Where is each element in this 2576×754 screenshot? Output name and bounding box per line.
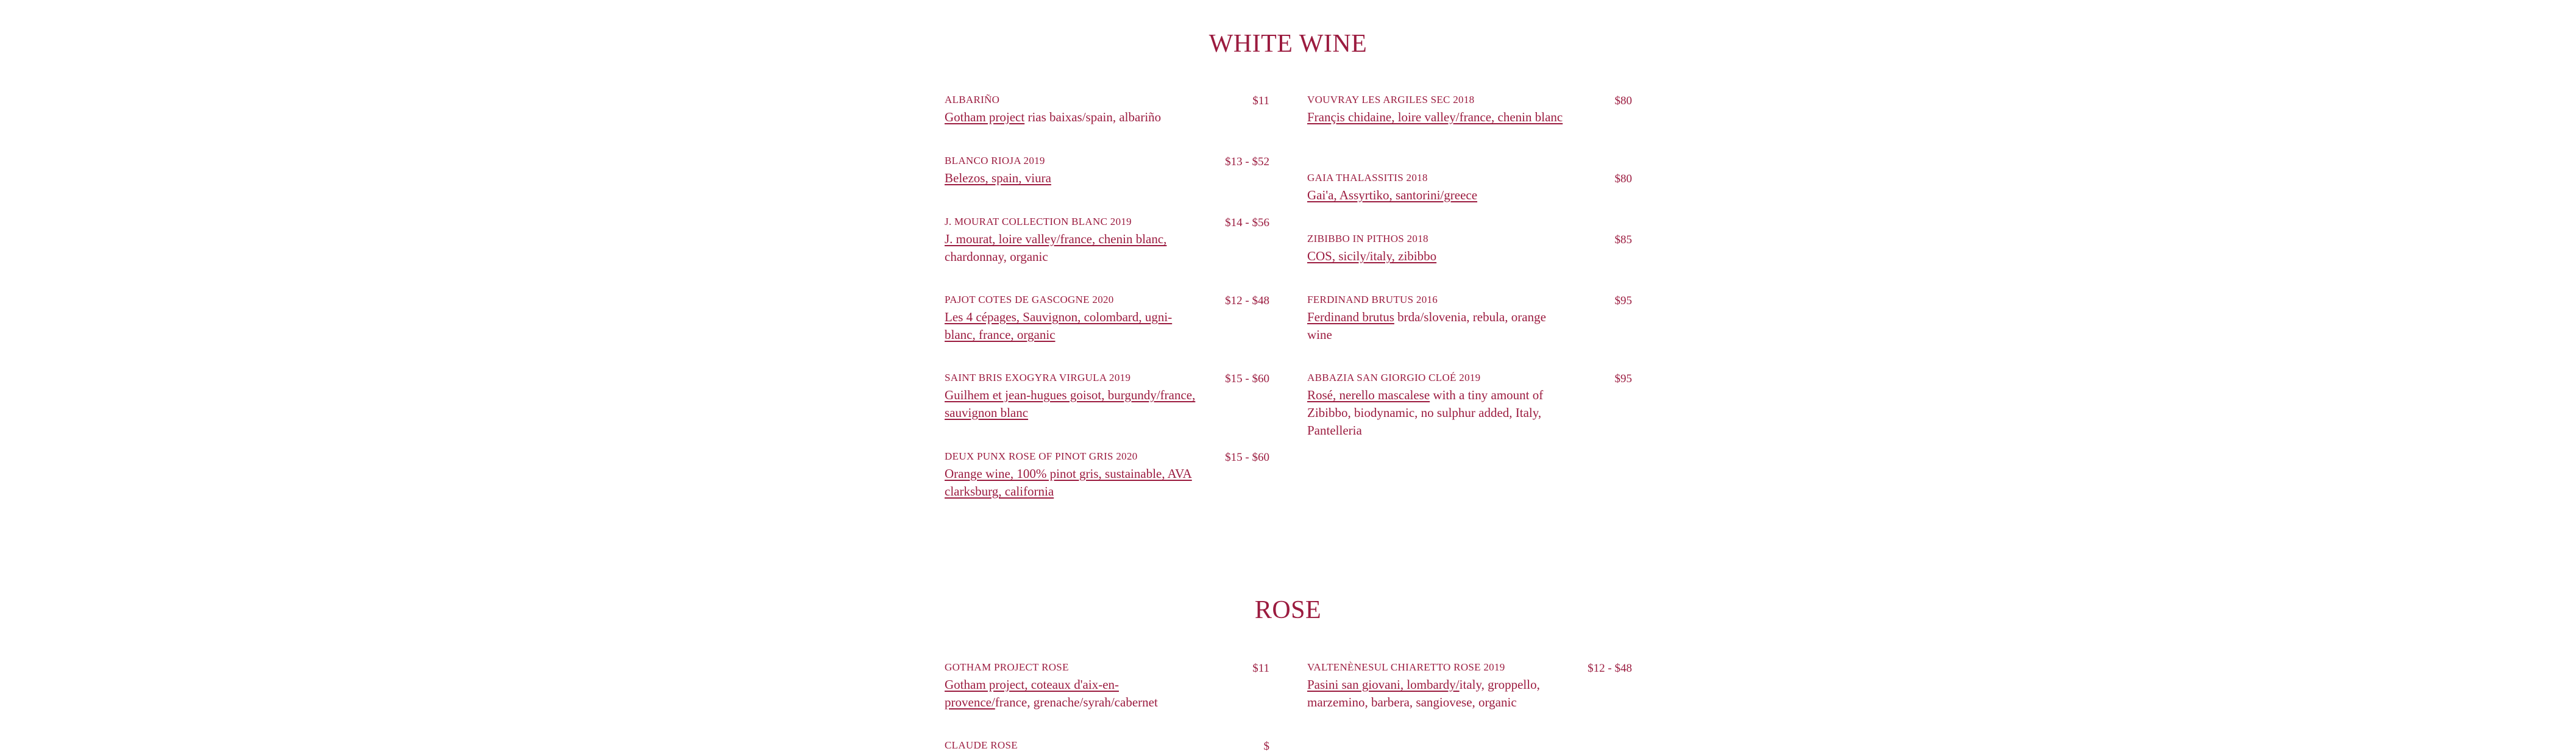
wine-item xyxy=(945,449,1269,500)
wine-name: VALTENÈNESUL CHIARETTO ROSE 2019 xyxy=(1307,661,1505,673)
wine-item xyxy=(945,154,1269,187)
wine-price: $95 xyxy=(1614,294,1632,307)
wine-price: $15 - $60 xyxy=(1225,451,1269,464)
wine-description xyxy=(945,308,1201,344)
wine-description xyxy=(1307,386,1563,439)
wine-description xyxy=(945,386,1201,422)
wine-producer-link[interactable]: Pasini san giovani, lombardy/ xyxy=(1307,677,1460,692)
wine-description xyxy=(945,230,1201,266)
wine-price: $12 - $48 xyxy=(1225,294,1269,307)
wine-price: $80 xyxy=(1614,172,1632,185)
wine-producer-link[interactable]: Françis chidaine, loire valley/france, chenin blanc xyxy=(1307,110,1563,124)
wine-price: $11 xyxy=(1252,94,1269,107)
wine-details: rias baixas/spain, albariño xyxy=(1024,110,1162,124)
wine-item xyxy=(945,371,1269,422)
wine-item xyxy=(1307,293,1632,344)
wine-description xyxy=(1307,676,1563,711)
wine-name: ABBAZIA SAN GIORGIO CLOÉ 2019 xyxy=(1307,372,1481,383)
wine-details: france, grenache/syrah/cabernet xyxy=(995,695,1158,710)
wine-name: SAINT BRIS EXOGYRA VIRGULA 2019 xyxy=(945,372,1131,383)
wine-item xyxy=(945,738,1269,753)
wine-name: ALBARIÑO xyxy=(945,94,1000,105)
wine-item xyxy=(945,293,1269,344)
wine-details: brda/slovenia, rebula, orange wine xyxy=(1307,310,1546,342)
wine-producer-link[interactable]: Gotham project, coteaux d'aix-en-provence/ xyxy=(945,677,1119,710)
wine-producer-link[interactable]: Gai'a, Assyrtiko, santorini/greece xyxy=(1307,188,1478,202)
wine-price: $80 xyxy=(1614,94,1632,107)
wine-producer-link[interactable]: COS, sicily/italy, zibibbo xyxy=(1307,249,1437,263)
wine-producer-link[interactable]: Rosé, nerello mascalese xyxy=(1307,388,1430,402)
wine-details: chardonnay, organic xyxy=(945,249,1048,264)
wine-name: PAJOT COTES DE GASCOGNE 2020 xyxy=(945,294,1114,305)
wine-producer-link[interactable]: Ferdinand brutus xyxy=(1307,310,1394,324)
wine-item xyxy=(1307,171,1632,204)
wine-price: $14 - $56 xyxy=(1225,216,1269,229)
wine-item xyxy=(945,660,1269,711)
wine-description xyxy=(945,108,1201,126)
wine-price: $13 - $52 xyxy=(1225,155,1269,168)
wine-item xyxy=(1307,660,1632,711)
wine-price: $15 - $60 xyxy=(1225,372,1269,385)
wine-producer-link[interactable]: Gotham project xyxy=(945,110,1025,124)
section-title-rose: ROSE xyxy=(1254,596,1322,624)
wine-name: BLANCO RIOJA 2019 xyxy=(945,155,1045,166)
wine-item xyxy=(945,93,1269,126)
wine-details: with a tiny amount of Zibibbo, biodynamic, no sulphur added, Italy, Pantelleria xyxy=(1307,388,1544,438)
wine-description xyxy=(945,676,1201,711)
wine-description xyxy=(945,169,1201,187)
wine-name: GAIA THALASSITIS 2018 xyxy=(1307,172,1428,183)
wine-price: $11 xyxy=(1252,662,1269,675)
wine-price: $ xyxy=(1263,740,1269,753)
section-title-white-wine: WHITE WINE xyxy=(1208,30,1368,58)
wine-description xyxy=(1307,247,1563,265)
wine-price: $95 xyxy=(1614,372,1632,385)
wine-item xyxy=(945,215,1269,266)
wine-producer-link[interactable]: Guilhem et jean-hugues goisot, burgundy/france, sauvignon blanc xyxy=(945,388,1196,420)
wine-producer-link[interactable]: Les 4 cépages, Sauvignon, colombard, ugni-blanc, france, organic xyxy=(945,310,1173,342)
wine-description xyxy=(1307,108,1563,126)
wine-name: DEUX PUNX ROSE OF PINOT GRIS 2020 xyxy=(945,450,1138,462)
wine-producer-link[interactable]: Orange wine, 100% pinot gris, sustainable, AVA clarksburg, california xyxy=(945,466,1192,499)
wine-item xyxy=(1307,232,1632,265)
wine-name: ZIBIBBO IN PITHOS 2018 xyxy=(1307,233,1428,244)
wine-name: FERDINAND BRUTUS 2016 xyxy=(1307,294,1438,305)
wine-item xyxy=(1307,371,1632,439)
wine-item xyxy=(1307,93,1632,126)
wine-details: italy, groppello, marzemino, barbera, sangiovese, organic xyxy=(1307,677,1540,710)
wine-name: CLAUDE ROSE xyxy=(945,739,1018,751)
wine-name: J. MOURAT COLLECTION BLANC 2019 xyxy=(945,216,1132,227)
wine-producer-link[interactable]: Belezos, spain, viura xyxy=(945,171,1051,185)
wine-name: VOUVRAY LES ARGILES SEC 2018 xyxy=(1307,94,1475,105)
wine-producer-link[interactable]: J. mourat, loire valley/france, chenin blanc, xyxy=(945,232,1167,246)
wine-price: $12 - $48 xyxy=(1588,662,1632,675)
wine-price: $85 xyxy=(1614,233,1632,246)
wine-description xyxy=(945,465,1201,500)
wine-name: GOTHAM PROJECT ROSE xyxy=(945,661,1069,673)
wine-description xyxy=(1307,308,1563,344)
wine-description xyxy=(1307,187,1563,204)
